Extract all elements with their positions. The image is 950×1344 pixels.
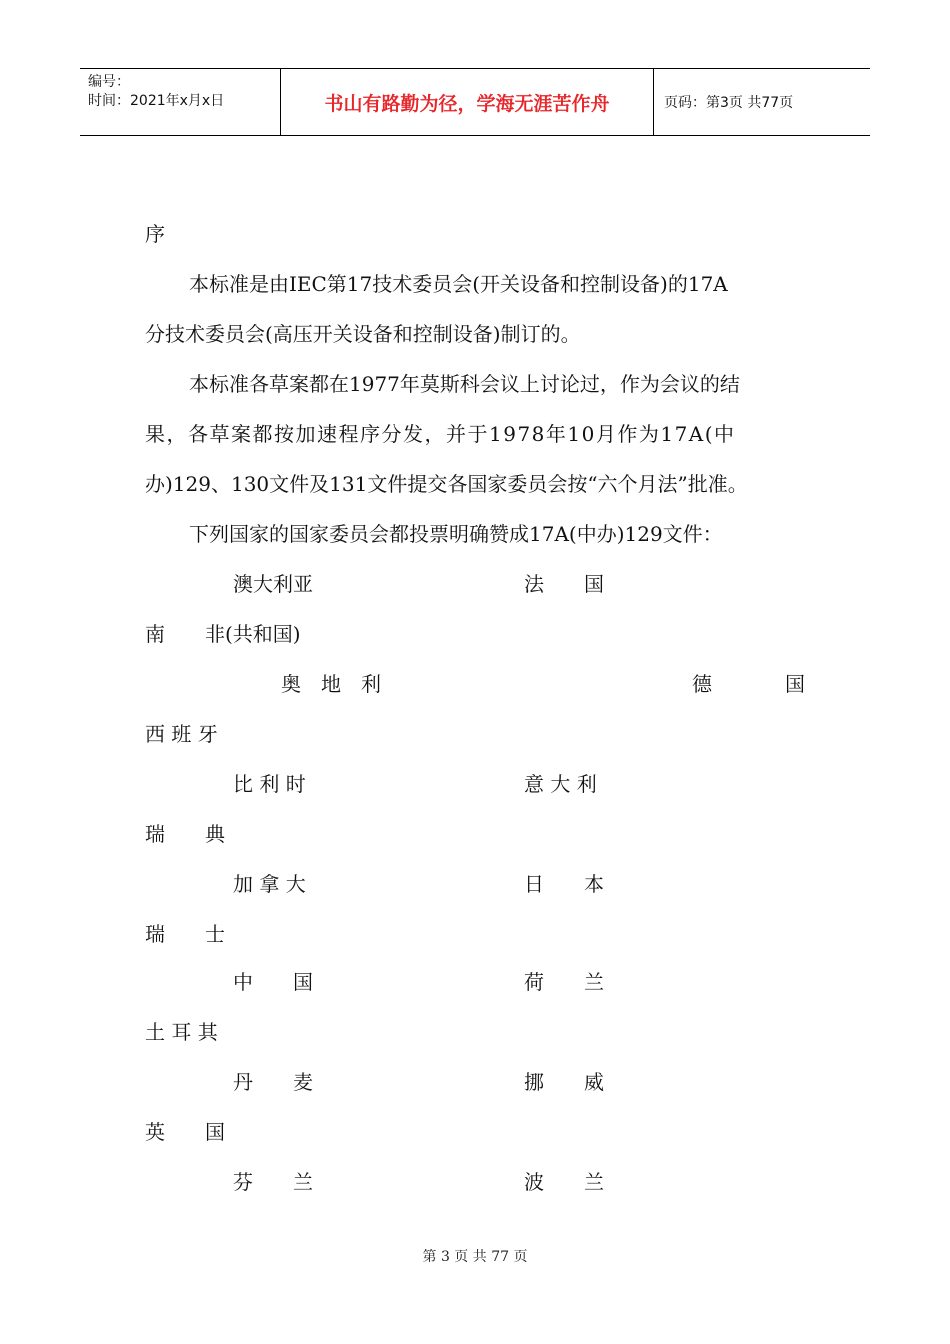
country-belgium: 比 利 时 [233, 772, 306, 796]
country-switzerland: 瑞 士 [145, 922, 225, 946]
country-france: 法 国 [524, 572, 604, 596]
country-netherlands: 荷 兰 [524, 970, 604, 994]
paragraph-3: 下列国家的国家委员会都投票明确赞成17A(中办)129文件： [189, 522, 723, 546]
doc-number-label: 编号： [88, 74, 130, 90]
paragraph-2-line-1: 本标准各草案都在1977年莫斯科会议上讨论过，作为会议的结 [189, 372, 740, 396]
doc-time-label: 时间：2021年x月x日 [88, 93, 225, 109]
paragraph-1-line-2: 分技术委员会(高压开关设备和控制设备)制订的。 [145, 322, 581, 346]
paragraph-2-line-3: 办)129、130文件及131文件提交各国家委员会按“六个月法”批准。 [145, 472, 748, 496]
country-austria: 奥 地 利 [281, 672, 381, 696]
page-footer: 第 3 页 共 77 页 [422, 1249, 528, 1265]
country-italy: 意 大 利 [524, 772, 597, 796]
header-meta [80, 69, 281, 135]
country-china: 中 国 [233, 970, 313, 994]
header-page-info: 页码：第3页 共77页 [664, 95, 794, 111]
paragraph-1-line-1: 本标准是由IEC第17技术委员会(开关设备和控制设备)的17A [189, 272, 728, 296]
country-uk: 英 国 [145, 1120, 225, 1144]
country-south-africa: 南 非(共和国) [145, 622, 301, 646]
section-title: 序 [145, 222, 165, 246]
country-turkey: 土 耳 其 [145, 1020, 218, 1044]
country-finland: 芬 兰 [233, 1170, 313, 1194]
page-header [80, 68, 870, 136]
paragraph-2-line-2: 果，各草案都按加速程序分发，并于1978年10月作为17A(中 [145, 422, 736, 446]
country-germany-part1: 德 [692, 672, 712, 696]
country-germany-part2: 国 [785, 672, 805, 696]
country-australia: 澳大利亚 [233, 572, 313, 596]
header-motto: 书山有路勤为径，学海无涯苦作舟 [281, 69, 654, 135]
country-canada: 加 拿 大 [233, 872, 306, 896]
country-sweden: 瑞 典 [145, 822, 225, 846]
country-poland: 波 兰 [524, 1170, 604, 1194]
country-japan: 日 本 [524, 872, 604, 896]
country-denmark: 丹 麦 [233, 1070, 313, 1094]
country-norway: 挪 威 [524, 1070, 604, 1094]
country-spain: 西 班 牙 [145, 722, 218, 746]
